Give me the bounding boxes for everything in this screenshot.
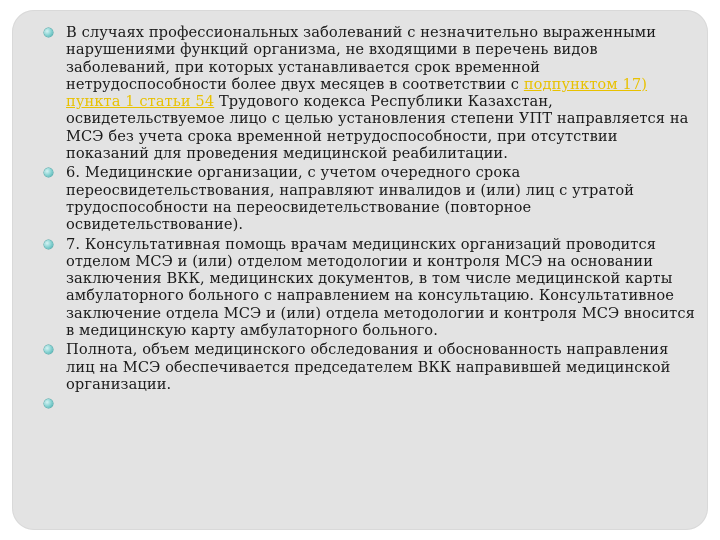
paragraph-text-before: В случаях профессиональных заболеваний с незначительно выраженными нарушениями функций организма, не входящими в перечень видов заболеваний, при которых устанавливается срок временной нетрудоспособности более двух месяцев в соответствии с (66, 24, 657, 93)
bullet-icon (44, 399, 53, 408)
bullet-list (44, 24, 700, 414)
paragraph-text: 7. Консультативная помощь врачам медицинских организаций проводится отделом МСЭ и (или) отделом методологии и контроля МСЭ на основании заключения ВКК, медицинских документов, в том числе медицинской карты амбулаторного больного с направлением на консультацию. Консультативное заключение отдела МСЭ и (или) отдела методологии и контроля МСЭ вносится в медицинскую карту амбулаторного больного. (66, 235, 695, 340)
list-item (44, 341, 700, 393)
paragraph-text-after: Трудового кодекса Республики Казахстан, освидетельствуемое лицо с целью установления степени УПТ направляется на МСЭ без учета срока временной нетрудоспособности, при отсутствии показаний для проведения медицинской реабилитации. (66, 93, 689, 163)
paragraph-text: 6. Медицинские организации, с учетом очередного срока переосвидетельствования, направляют инвалидов и (или) лиц с утратой трудоспособности на переосвидетельствование (повторное освидетельствование). (66, 164, 635, 234)
law-reference-link[interactable]: подпунктом 17) пункта 1 статьи 54 (66, 75, 648, 111)
list-item (44, 236, 700, 340)
bullet-icon (44, 28, 53, 37)
list-item (44, 24, 700, 162)
list-item (44, 164, 700, 233)
bullet-icon (44, 240, 53, 249)
empty-list-item (44, 395, 700, 412)
bullet-icon (44, 345, 53, 354)
paragraph-text: Полнота, объем медицинского обследования и обоснованность направления лиц на МСЭ обеспечивается председателем ВКК направившей медицинской организации. (66, 341, 671, 393)
bullet-icon (44, 168, 53, 177)
